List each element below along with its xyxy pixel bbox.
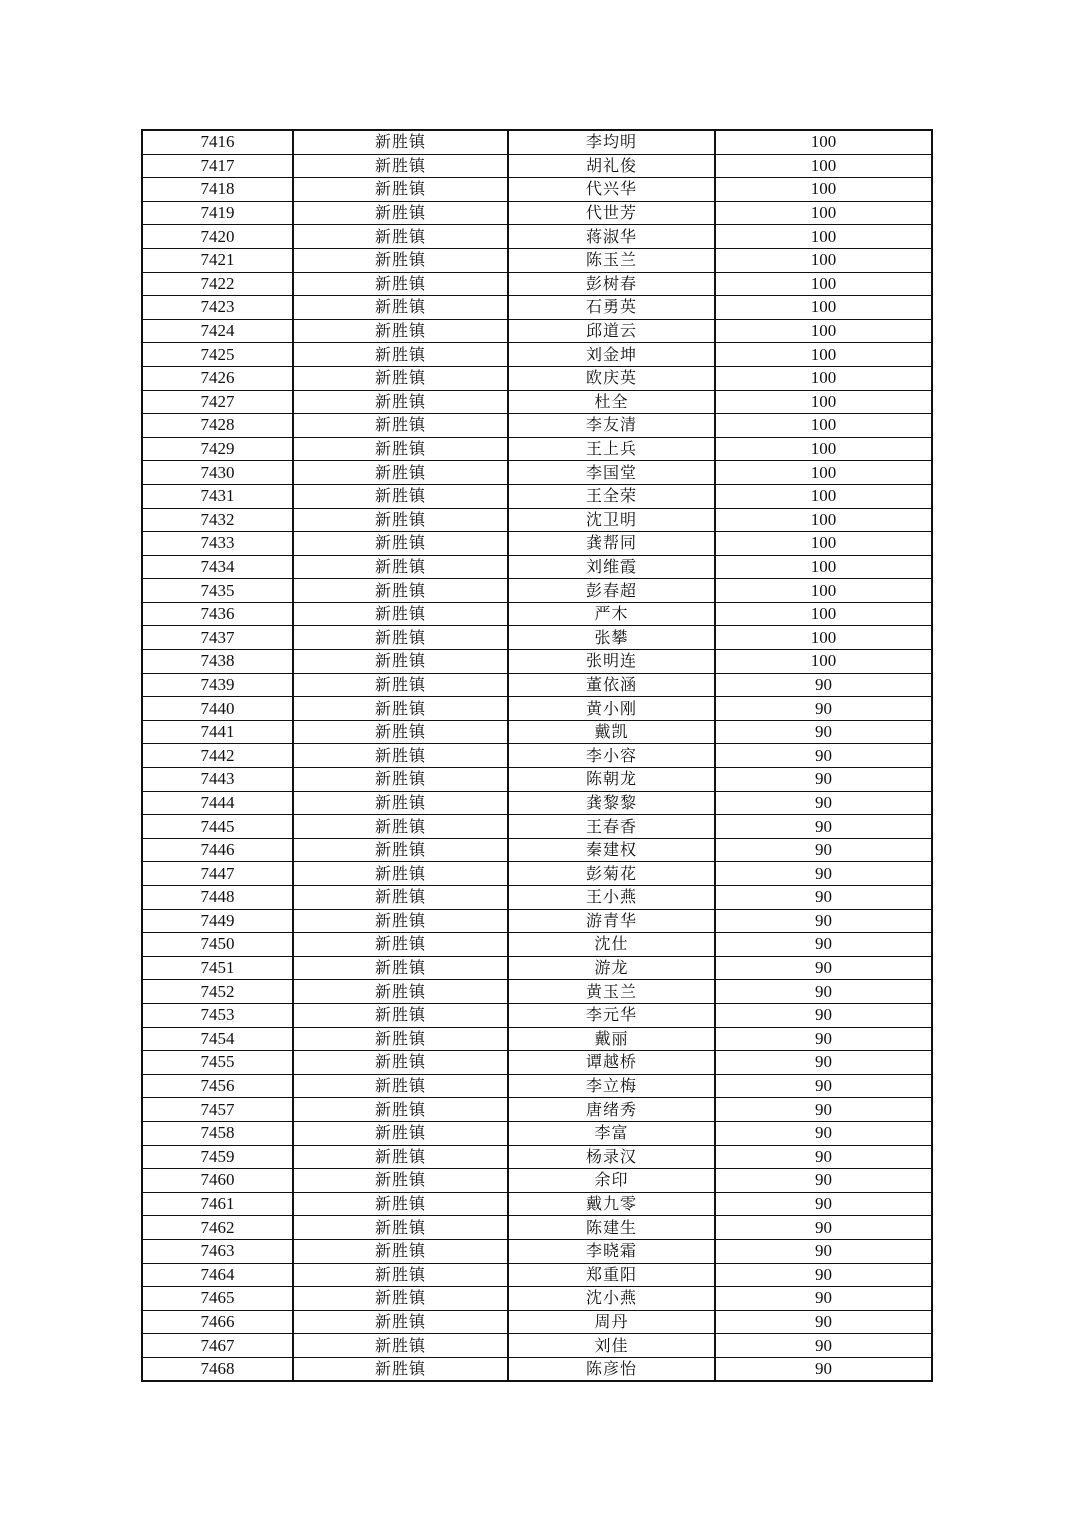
town-cell: 新胜镇 xyxy=(293,1216,508,1240)
town-cell: 新胜镇 xyxy=(293,838,508,862)
amount-cell: 90 xyxy=(715,862,932,886)
table-row xyxy=(142,768,932,792)
town-cell: 新胜镇 xyxy=(293,720,508,744)
town-cell: 新胜镇 xyxy=(293,626,508,650)
amount-cell: 90 xyxy=(715,673,932,697)
town-cell: 新胜镇 xyxy=(293,484,508,508)
row-number-cell: 7457 xyxy=(142,1098,293,1122)
person-name-cell: 陈玉兰 xyxy=(508,248,715,272)
amount-cell: 90 xyxy=(715,886,932,910)
row-number-cell: 7437 xyxy=(142,626,293,650)
amount-cell: 90 xyxy=(715,956,932,980)
row-number-cell: 7426 xyxy=(142,366,293,390)
amount-cell: 90 xyxy=(715,744,932,768)
table-row xyxy=(142,720,932,744)
person-name-cell: 石勇英 xyxy=(508,296,715,320)
row-number-cell: 7455 xyxy=(142,1051,293,1075)
row-number-cell: 7468 xyxy=(142,1357,293,1381)
amount-cell: 100 xyxy=(715,437,932,461)
table-row xyxy=(142,366,932,390)
table-row xyxy=(142,1357,932,1381)
person-name-cell: 谭越桥 xyxy=(508,1051,715,1075)
town-cell: 新胜镇 xyxy=(293,673,508,697)
person-name-cell: 张攀 xyxy=(508,626,715,650)
table-row xyxy=(142,956,932,980)
amount-cell: 90 xyxy=(715,980,932,1004)
row-number-cell: 7461 xyxy=(142,1192,293,1216)
person-name-cell: 李友清 xyxy=(508,414,715,438)
amount-cell: 100 xyxy=(715,296,932,320)
person-name-cell: 邱道云 xyxy=(508,319,715,343)
town-cell: 新胜镇 xyxy=(293,791,508,815)
amount-cell: 100 xyxy=(715,390,932,414)
person-name-cell: 黄小刚 xyxy=(508,697,715,721)
table-row xyxy=(142,1074,932,1098)
table-row xyxy=(142,248,932,272)
table-row xyxy=(142,791,932,815)
person-name-cell: 郑重阳 xyxy=(508,1263,715,1287)
table-row xyxy=(142,1334,932,1358)
row-number-cell: 7434 xyxy=(142,555,293,579)
row-number-cell: 7444 xyxy=(142,791,293,815)
amount-cell: 90 xyxy=(715,815,932,839)
table-row xyxy=(142,980,932,1004)
row-number-cell: 7433 xyxy=(142,532,293,556)
row-number-cell: 7432 xyxy=(142,508,293,532)
amount-cell: 90 xyxy=(715,1287,932,1311)
town-cell: 新胜镇 xyxy=(293,697,508,721)
town-cell: 新胜镇 xyxy=(293,815,508,839)
amount-cell: 90 xyxy=(715,1334,932,1358)
amount-cell: 90 xyxy=(715,1239,932,1263)
table-row xyxy=(142,201,932,225)
table-row xyxy=(142,296,932,320)
person-name-cell: 欧庆英 xyxy=(508,366,715,390)
amount-cell: 90 xyxy=(715,1051,932,1075)
person-name-cell: 李晓霜 xyxy=(508,1239,715,1263)
town-cell: 新胜镇 xyxy=(293,225,508,249)
table-row xyxy=(142,1098,932,1122)
town-cell: 新胜镇 xyxy=(293,980,508,1004)
person-name-cell: 李国堂 xyxy=(508,461,715,485)
row-number-cell: 7467 xyxy=(142,1334,293,1358)
person-name-cell: 代世芳 xyxy=(508,201,715,225)
person-name-cell: 黄玉兰 xyxy=(508,980,715,1004)
amount-cell: 90 xyxy=(715,1145,932,1169)
amount-cell: 90 xyxy=(715,1121,932,1145)
table-row xyxy=(142,1003,932,1027)
town-cell: 新胜镇 xyxy=(293,886,508,910)
table-row xyxy=(142,154,932,178)
town-cell: 新胜镇 xyxy=(293,154,508,178)
person-name-cell: 董依涵 xyxy=(508,673,715,697)
table-row xyxy=(142,673,932,697)
amount-cell: 100 xyxy=(715,154,932,178)
amount-cell: 90 xyxy=(715,1074,932,1098)
person-name-cell: 沈小燕 xyxy=(508,1287,715,1311)
amount-cell: 100 xyxy=(715,532,932,556)
roster-table xyxy=(141,129,933,1382)
table-row xyxy=(142,1216,932,1240)
amount-cell: 90 xyxy=(715,1169,932,1193)
person-name-cell: 沈卫明 xyxy=(508,508,715,532)
person-name-cell: 杨录汉 xyxy=(508,1145,715,1169)
town-cell: 新胜镇 xyxy=(293,437,508,461)
row-number-cell: 7450 xyxy=(142,933,293,957)
table-row xyxy=(142,815,932,839)
town-cell: 新胜镇 xyxy=(293,744,508,768)
amount-cell: 90 xyxy=(715,791,932,815)
table-row xyxy=(142,744,932,768)
person-name-cell: 龚黎黎 xyxy=(508,791,715,815)
table-row xyxy=(142,1192,932,1216)
amount-cell: 90 xyxy=(715,697,932,721)
table-row xyxy=(142,414,932,438)
row-number-cell: 7454 xyxy=(142,1027,293,1051)
town-cell: 新胜镇 xyxy=(293,956,508,980)
person-name-cell: 陈彦怡 xyxy=(508,1357,715,1381)
amount-cell: 90 xyxy=(715,933,932,957)
town-cell: 新胜镇 xyxy=(293,248,508,272)
town-cell: 新胜镇 xyxy=(293,1121,508,1145)
row-number-cell: 7429 xyxy=(142,437,293,461)
table-row xyxy=(142,886,932,910)
town-cell: 新胜镇 xyxy=(293,1334,508,1358)
amount-cell: 100 xyxy=(715,201,932,225)
town-cell: 新胜镇 xyxy=(293,650,508,674)
person-name-cell: 李均明 xyxy=(508,130,715,154)
row-number-cell: 7458 xyxy=(142,1121,293,1145)
amount-cell: 100 xyxy=(715,178,932,202)
table-row xyxy=(142,343,932,367)
amount-cell: 90 xyxy=(715,1216,932,1240)
amount-cell: 90 xyxy=(715,1192,932,1216)
town-cell: 新胜镇 xyxy=(293,1287,508,1311)
town-cell: 新胜镇 xyxy=(293,201,508,225)
town-cell: 新胜镇 xyxy=(293,1145,508,1169)
row-number-cell: 7463 xyxy=(142,1239,293,1263)
row-number-cell: 7464 xyxy=(142,1263,293,1287)
town-cell: 新胜镇 xyxy=(293,1239,508,1263)
table-row xyxy=(142,602,932,626)
table-row xyxy=(142,555,932,579)
person-name-cell: 游龙 xyxy=(508,956,715,980)
row-number-cell: 7449 xyxy=(142,909,293,933)
table-row xyxy=(142,1287,932,1311)
person-name-cell: 彭菊花 xyxy=(508,862,715,886)
amount-cell: 100 xyxy=(715,225,932,249)
town-cell: 新胜镇 xyxy=(293,1263,508,1287)
person-name-cell: 余印 xyxy=(508,1169,715,1193)
town-cell: 新胜镇 xyxy=(293,555,508,579)
amount-cell: 100 xyxy=(715,602,932,626)
amount-cell: 100 xyxy=(715,461,932,485)
table-row xyxy=(142,130,932,154)
town-cell: 新胜镇 xyxy=(293,1169,508,1193)
row-number-cell: 7446 xyxy=(142,838,293,862)
table-row xyxy=(142,650,932,674)
table-row xyxy=(142,1310,932,1334)
town-cell: 新胜镇 xyxy=(293,602,508,626)
row-number-cell: 7417 xyxy=(142,154,293,178)
row-number-cell: 7423 xyxy=(142,296,293,320)
row-number-cell: 7448 xyxy=(142,886,293,910)
amount-cell: 100 xyxy=(715,130,932,154)
row-number-cell: 7443 xyxy=(142,768,293,792)
person-name-cell: 王上兵 xyxy=(508,437,715,461)
person-name-cell: 李富 xyxy=(508,1121,715,1145)
table-row xyxy=(142,461,932,485)
person-name-cell: 唐绪秀 xyxy=(508,1098,715,1122)
row-number-cell: 7447 xyxy=(142,862,293,886)
amount-cell: 90 xyxy=(715,1027,932,1051)
row-number-cell: 7422 xyxy=(142,272,293,296)
town-cell: 新胜镇 xyxy=(293,461,508,485)
town-cell: 新胜镇 xyxy=(293,390,508,414)
town-cell: 新胜镇 xyxy=(293,178,508,202)
person-name-cell: 代兴华 xyxy=(508,178,715,202)
amount-cell: 100 xyxy=(715,626,932,650)
town-cell: 新胜镇 xyxy=(293,1074,508,1098)
row-number-cell: 7453 xyxy=(142,1003,293,1027)
row-number-cell: 7435 xyxy=(142,579,293,603)
row-number-cell: 7441 xyxy=(142,720,293,744)
amount-cell: 90 xyxy=(715,1310,932,1334)
table-row xyxy=(142,437,932,461)
table-row xyxy=(142,1239,932,1263)
amount-cell: 100 xyxy=(715,484,932,508)
amount-cell: 100 xyxy=(715,414,932,438)
town-cell: 新胜镇 xyxy=(293,579,508,603)
person-name-cell: 李立梅 xyxy=(508,1074,715,1098)
person-name-cell: 戴丽 xyxy=(508,1027,715,1051)
amount-cell: 100 xyxy=(715,650,932,674)
table-row xyxy=(142,862,932,886)
table-row xyxy=(142,1145,932,1169)
row-number-cell: 7419 xyxy=(142,201,293,225)
person-name-cell: 李小容 xyxy=(508,744,715,768)
town-cell: 新胜镇 xyxy=(293,862,508,886)
town-cell: 新胜镇 xyxy=(293,1027,508,1051)
row-number-cell: 7424 xyxy=(142,319,293,343)
person-name-cell: 刘佳 xyxy=(508,1334,715,1358)
person-name-cell: 周丹 xyxy=(508,1310,715,1334)
amount-cell: 100 xyxy=(715,248,932,272)
row-number-cell: 7421 xyxy=(142,248,293,272)
town-cell: 新胜镇 xyxy=(293,319,508,343)
row-number-cell: 7439 xyxy=(142,673,293,697)
row-number-cell: 7459 xyxy=(142,1145,293,1169)
row-number-cell: 7438 xyxy=(142,650,293,674)
row-number-cell: 7436 xyxy=(142,602,293,626)
person-name-cell: 秦建权 xyxy=(508,838,715,862)
person-name-cell: 刘金坤 xyxy=(508,343,715,367)
table-row xyxy=(142,319,932,343)
town-cell: 新胜镇 xyxy=(293,296,508,320)
amount-cell: 90 xyxy=(715,909,932,933)
row-number-cell: 7442 xyxy=(142,744,293,768)
amount-cell: 90 xyxy=(715,838,932,862)
row-number-cell: 7428 xyxy=(142,414,293,438)
row-number-cell: 7445 xyxy=(142,815,293,839)
row-number-cell: 7460 xyxy=(142,1169,293,1193)
row-number-cell: 7420 xyxy=(142,225,293,249)
town-cell: 新胜镇 xyxy=(293,366,508,390)
person-name-cell: 王春香 xyxy=(508,815,715,839)
amount-cell: 100 xyxy=(715,366,932,390)
amount-cell: 90 xyxy=(715,1003,932,1027)
table-row xyxy=(142,838,932,862)
table-row xyxy=(142,508,932,532)
table-row xyxy=(142,1169,932,1193)
table-row xyxy=(142,579,932,603)
person-name-cell: 陈建生 xyxy=(508,1216,715,1240)
person-name-cell: 陈朝龙 xyxy=(508,768,715,792)
row-number-cell: 7431 xyxy=(142,484,293,508)
person-name-cell: 胡礼俊 xyxy=(508,154,715,178)
row-number-cell: 7452 xyxy=(142,980,293,1004)
town-cell: 新胜镇 xyxy=(293,1098,508,1122)
row-number-cell: 7416 xyxy=(142,130,293,154)
table-row xyxy=(142,697,932,721)
roster-table-body xyxy=(142,130,932,1381)
amount-cell: 100 xyxy=(715,319,932,343)
person-name-cell: 彭树春 xyxy=(508,272,715,296)
amount-cell: 90 xyxy=(715,1357,932,1381)
table-row xyxy=(142,1027,932,1051)
row-number-cell: 7425 xyxy=(142,343,293,367)
table-row xyxy=(142,909,932,933)
person-name-cell: 严木 xyxy=(508,602,715,626)
town-cell: 新胜镇 xyxy=(293,933,508,957)
table-row xyxy=(142,484,932,508)
town-cell: 新胜镇 xyxy=(293,1003,508,1027)
person-name-cell: 刘维霞 xyxy=(508,555,715,579)
person-name-cell: 龚帮同 xyxy=(508,532,715,556)
row-number-cell: 7466 xyxy=(142,1310,293,1334)
row-number-cell: 7462 xyxy=(142,1216,293,1240)
person-name-cell: 王全荣 xyxy=(508,484,715,508)
table-row xyxy=(142,1051,932,1075)
amount-cell: 90 xyxy=(715,1098,932,1122)
table-row xyxy=(142,626,932,650)
town-cell: 新胜镇 xyxy=(293,532,508,556)
row-number-cell: 7456 xyxy=(142,1074,293,1098)
row-number-cell: 7465 xyxy=(142,1287,293,1311)
row-number-cell: 7440 xyxy=(142,697,293,721)
row-number-cell: 7451 xyxy=(142,956,293,980)
person-name-cell: 游青华 xyxy=(508,909,715,933)
town-cell: 新胜镇 xyxy=(293,909,508,933)
table-row xyxy=(142,225,932,249)
town-cell: 新胜镇 xyxy=(293,414,508,438)
town-cell: 新胜镇 xyxy=(293,768,508,792)
amount-cell: 100 xyxy=(715,272,932,296)
amount-cell: 100 xyxy=(715,579,932,603)
person-name-cell: 彭春超 xyxy=(508,579,715,603)
town-cell: 新胜镇 xyxy=(293,1051,508,1075)
town-cell: 新胜镇 xyxy=(293,1357,508,1381)
amount-cell: 90 xyxy=(715,768,932,792)
person-name-cell: 戴凯 xyxy=(508,720,715,744)
amount-cell: 100 xyxy=(715,555,932,579)
town-cell: 新胜镇 xyxy=(293,1192,508,1216)
town-cell: 新胜镇 xyxy=(293,508,508,532)
person-name-cell: 戴九零 xyxy=(508,1192,715,1216)
row-number-cell: 7427 xyxy=(142,390,293,414)
person-name-cell: 李元华 xyxy=(508,1003,715,1027)
table-row xyxy=(142,390,932,414)
amount-cell: 100 xyxy=(715,343,932,367)
table-row xyxy=(142,1263,932,1287)
person-name-cell: 张明连 xyxy=(508,650,715,674)
person-name-cell: 沈仕 xyxy=(508,933,715,957)
table-row xyxy=(142,933,932,957)
table-row xyxy=(142,178,932,202)
table-row xyxy=(142,1121,932,1145)
town-cell: 新胜镇 xyxy=(293,343,508,367)
town-cell: 新胜镇 xyxy=(293,1310,508,1334)
row-number-cell: 7418 xyxy=(142,178,293,202)
person-name-cell: 蒋淑华 xyxy=(508,225,715,249)
town-cell: 新胜镇 xyxy=(293,272,508,296)
amount-cell: 100 xyxy=(715,508,932,532)
person-name-cell: 杜全 xyxy=(508,390,715,414)
town-cell: 新胜镇 xyxy=(293,130,508,154)
table-row xyxy=(142,272,932,296)
table-row xyxy=(142,532,932,556)
amount-cell: 90 xyxy=(715,720,932,744)
row-number-cell: 7430 xyxy=(142,461,293,485)
amount-cell: 90 xyxy=(715,1263,932,1287)
person-name-cell: 王小燕 xyxy=(508,886,715,910)
